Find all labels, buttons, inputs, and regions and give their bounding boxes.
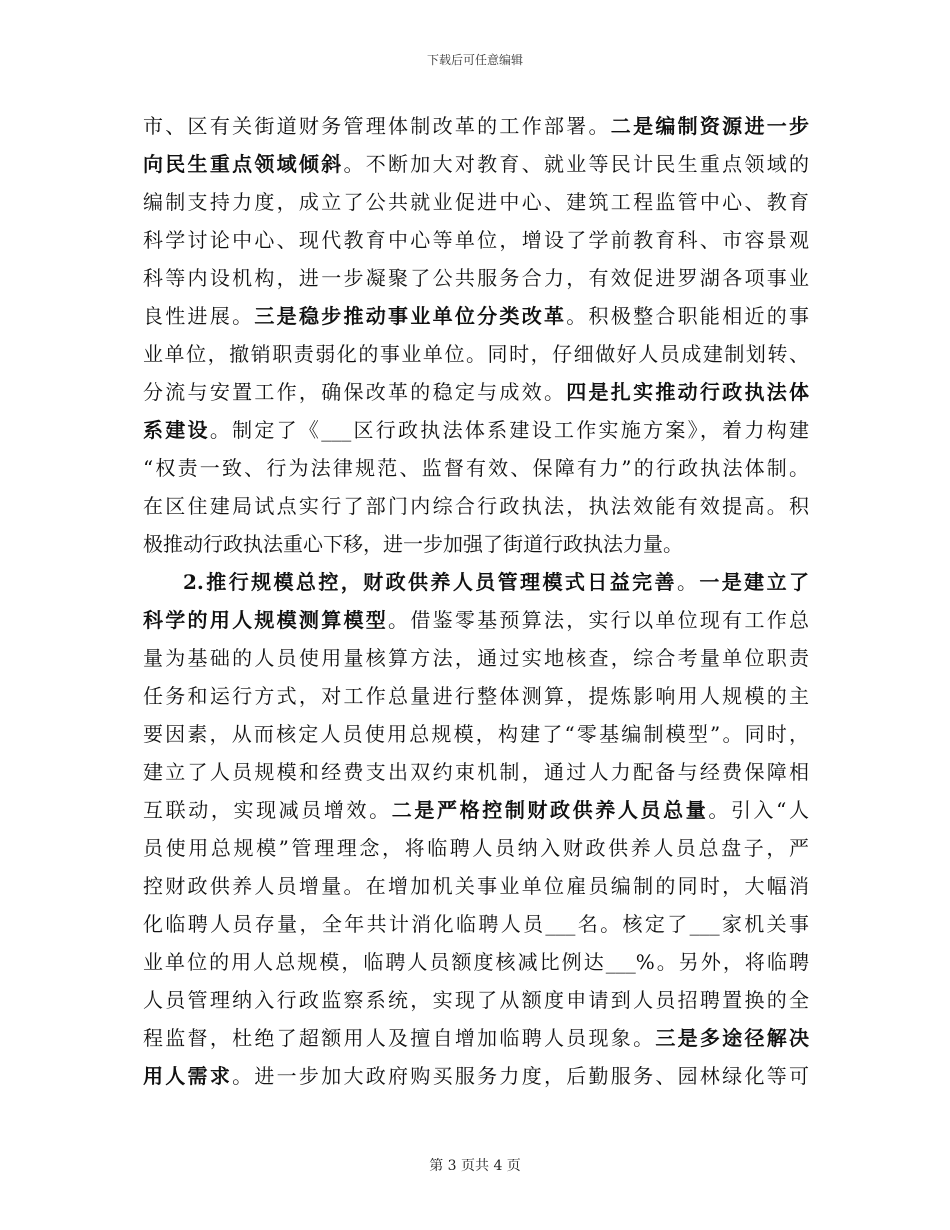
text-segment: 科等内设机构，进一步凝聚了公共服务合力，有效促进罗湖各项事业 [143, 266, 809, 290]
bold-text-segment: 用人需求 [143, 1064, 233, 1088]
text-line [143, 1019, 809, 1057]
text-line [143, 259, 809, 297]
text-segment: 在区住建局试点实行了部门内综合行政执法，执法效能有效提高。积 [143, 494, 809, 518]
text-line [143, 639, 809, 677]
text-segment: 程监督，杜绝了超额用人及擅自增加临聘人员现象。 [143, 1026, 656, 1050]
text-segment: 人员管理纳入行政监察系统，实现了从额度申请到人员招聘置换的全 [143, 988, 809, 1012]
text-line [143, 867, 809, 905]
text-line [143, 905, 809, 943]
text-line [143, 1057, 809, 1095]
text-line [143, 411, 809, 449]
text-segment: 市、区有关街道财务管理体制改革的工作部署。 [143, 114, 611, 138]
text-segment: “权责一致、行为法律规范、监督有效、保障有力”的行政执法体制。 [143, 456, 809, 480]
text-segment: 。引入“人 [708, 798, 809, 822]
text-segment: 控财政供养人员增量。在增加机关事业单位雇员编制的同时，大幅消 [143, 874, 809, 898]
text-segment: 良性进展。 [143, 304, 255, 328]
bold-text-segment: 向民生重点领域倾斜 [143, 152, 344, 176]
text-segment: 。进一步加大政府购买服务力度，后勤服务、园林绿化等可 [232, 1064, 809, 1088]
text-line [143, 753, 809, 791]
text-segment: 。借鉴零基预算法，实行以单位现有工作总 [388, 608, 809, 632]
text-segment: 员使用总规模”管理理念，将临聘人员纳入财政供养人员总盘子，严 [143, 836, 809, 860]
text-segment: 。不断加大对教育、就业等民计民生重点领域的 [343, 152, 809, 176]
text-line [143, 449, 809, 487]
text-line [143, 487, 809, 525]
text-line [143, 145, 809, 183]
text-line [143, 981, 809, 1019]
text-line [143, 829, 809, 867]
text-segment: 分流与安置工作，确保改革的稳定与成效。 [143, 380, 567, 404]
page-number: 第 3 页共 4 页 [429, 1158, 521, 1174]
text-segment: 要因素，从而核定人员使用总规模，构建了“零基编制模型”。同时， [143, 722, 809, 746]
bold-text-segment: 二是编制资源进一步 [610, 114, 809, 138]
text-segment: 量为基础的人员使用量核算方法，通过实地核查，综合考量单位职责 [143, 646, 809, 670]
text-line [143, 677, 809, 715]
text-line [143, 107, 809, 145]
bold-text-segment: 四是扎实推动行政执法体 [566, 380, 809, 404]
text-segment: 建立了人员规模和经费支出双约束机制，通过人力配备与经费保障相 [143, 760, 809, 784]
bold-text-segment: 科学的用人规模测算模型 [143, 608, 389, 632]
bold-text-segment: 一是建立了 [699, 570, 809, 594]
text-line [143, 221, 809, 259]
bold-text-segment: 二是严格控制财政供养人员总量 [391, 798, 709, 822]
bold-text-segment: 2.推行规模总控，财政供养人员管理模式日益完善 [183, 570, 677, 594]
text-segment: 。 [676, 570, 700, 594]
text-line [143, 943, 809, 981]
document-body [143, 107, 809, 1095]
text-line [143, 563, 809, 601]
text-segment: 编制支持力度，成立了公共就业促进中心、建筑工程监管中心、教育 [143, 190, 809, 214]
text-segment: 。制定了《___区行政执法体系建设工作实施方案》，着力构建 [209, 418, 809, 442]
bold-text-segment: 三是稳步推动事业单位分类改革 [254, 304, 567, 328]
text-line [143, 601, 809, 639]
text-segment: 业单位的用人总规模，临聘人员额度核减比例达___%。另外，将临聘 [143, 950, 809, 974]
bold-text-segment: 系建设 [143, 418, 210, 442]
text-segment: 科学讨论中心、现代教育中心等单位，增设了学前教育科、市容景观 [143, 228, 809, 252]
text-segment: 。积极整合职能相近的事 [566, 304, 809, 328]
text-segment: 互联动，实现减员增效。 [143, 798, 392, 822]
bold-text-segment: 三是多途径解决 [655, 1026, 809, 1050]
text-line [143, 373, 809, 411]
text-line [143, 335, 809, 373]
text-line [143, 715, 809, 753]
text-line [143, 297, 809, 335]
text-line [143, 183, 809, 221]
text-line [143, 525, 809, 563]
text-segment: 化临聘人员存量，全年共计消化临聘人员___名。核定了___家机关事 [143, 912, 809, 936]
text-segment: 任务和运行方式，对工作总量进行整体测算，提炼影响用人规模的主 [143, 684, 809, 708]
page-header: 下载后可任意编辑 [426, 53, 523, 67]
text-segment: 极推动行政执法重心下移，进一步加强了街道行政执法力量。 [143, 532, 683, 556]
text-line [143, 791, 809, 829]
text-segment: 业单位，撤销职责弱化的事业单位。同时，仔细做好人员成建制划转、 [143, 342, 809, 366]
